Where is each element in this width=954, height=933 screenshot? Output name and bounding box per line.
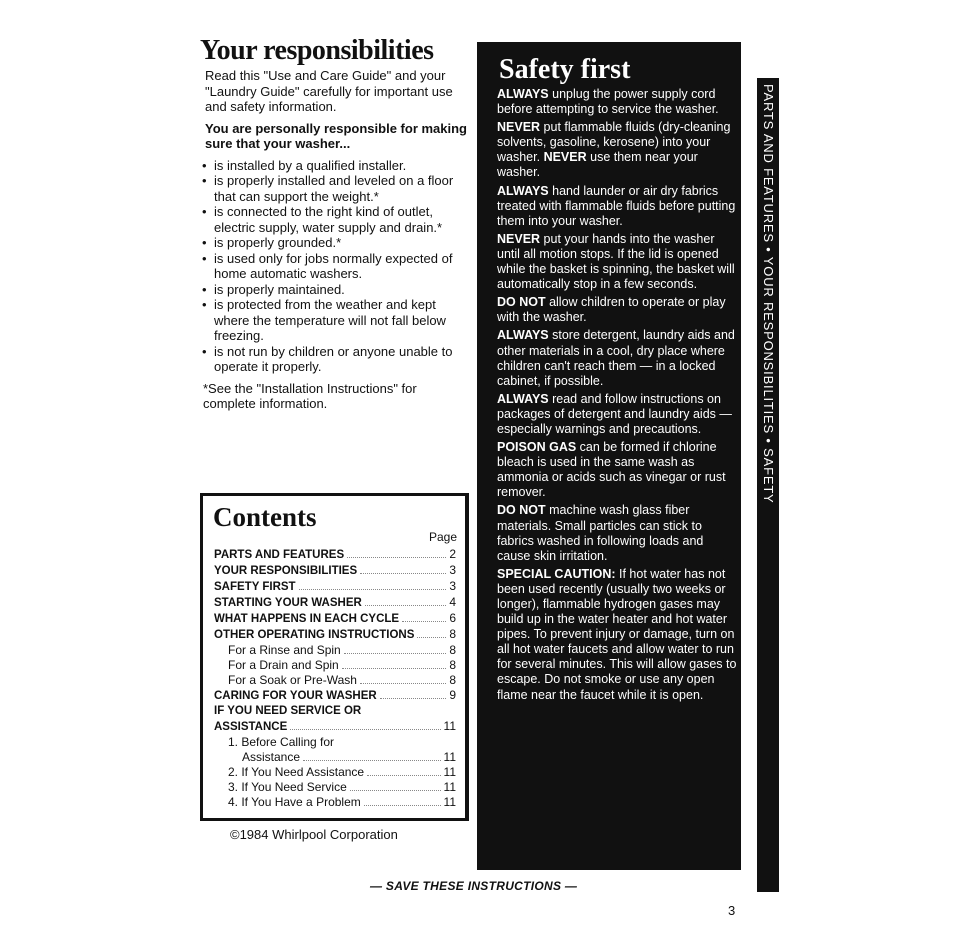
toc-leader: [417, 628, 446, 638]
safety-lead: NEVER: [497, 231, 541, 246]
toc-label: SAFETY FIRST: [214, 581, 296, 593]
toc-leader: [360, 564, 446, 574]
toc-row: [214, 563, 456, 579]
list-item: • is connected to the right kind of outlet, electric supply, water supply and drain.*: [200, 204, 470, 235]
list-item: • is used only for jobs normally expected of home automatic washers.: [200, 251, 470, 282]
safety-text: hand launder or air dry fabrics treated with flammable fluids before putting them into your washer.: [497, 183, 736, 228]
safety-paragraph: [497, 295, 737, 325]
safety-paragraph: [497, 440, 737, 500]
toc-row: [214, 688, 456, 704]
toc-row: [214, 611, 456, 627]
safety-section: [477, 42, 741, 870]
toc-row: [214, 795, 456, 810]
list-item: • is not run by children or anyone unable to operate it properly.: [200, 344, 470, 375]
toc-page: 6: [449, 611, 456, 625]
toc-label: 3. If You Need Service: [228, 780, 347, 794]
toc-page: 8: [449, 627, 456, 641]
page-number: 3: [728, 903, 736, 918]
safety-paragraph: [497, 392, 737, 437]
copyright: ©1984 Whirlpool Corporation: [230, 827, 398, 842]
toc-label: For a Rinse and Spin: [228, 643, 341, 657]
toc-label: 2. If You Need Assistance: [228, 765, 365, 779]
contents-box: [200, 493, 469, 821]
safety-text: use them near your washer.: [497, 150, 698, 180]
list-item: • is installed by a qualified installer.: [200, 158, 470, 174]
toc-label: For a Drain and Spin: [228, 658, 339, 672]
toc-leader: [360, 674, 446, 684]
toc-page: 11: [443, 795, 456, 809]
safety-paragraph: [497, 567, 737, 703]
toc-leader: [367, 766, 440, 776]
safety-lead: ALWAYS: [497, 87, 549, 101]
side-tab-label: PARTS AND FEATURES • YOUR RESPONSIBILITIES • SAFETY: [761, 84, 776, 504]
side-tab: [757, 78, 779, 892]
safety-text: store detergent, laundry aids and other materials in a cool, dry place where children can't reach them — in a locked cabinet, if possible.: [497, 328, 735, 388]
toc-row: [214, 595, 456, 611]
safety-paragraph: [497, 87, 737, 117]
toc-page: 8: [449, 673, 456, 687]
safety-text: If hot water has not been used recently (usually two weeks or longer), flammable hydrogen gases may build up in the water heater and hot water pipes. To prevent injury or damage, turn on all hot water faucets and allow water to run for several minutes. This will allow gases to escape. Do not smoke or use any open flame near the faucet while it is open.: [497, 566, 737, 702]
responsibilities-intro: Read this "Use and Care Guide" and your "Laundry Guide" carefully for important use and safety information.: [205, 68, 453, 114]
responsibilities-section: [200, 36, 470, 412]
toc-row: [214, 719, 456, 735]
toc-row: [214, 704, 456, 719]
safety-text: put flammable fluids (dry-cleaning solvents, gasoline, kerosene) into your washer.: [497, 120, 731, 165]
toc-page: 3: [449, 579, 456, 593]
safety-text: unplug the power supply cord before attempting to service the washer.: [497, 87, 719, 117]
responsibilities-title: Your responsibilities: [200, 35, 434, 66]
toc-leader: [364, 796, 441, 806]
toc-page: 11: [443, 765, 456, 779]
safety-text: machine wash glass fiber materials. Small particles can stick to fabrics washed in following loads and cause skin irritation.: [497, 503, 704, 563]
toc-page: 11: [443, 719, 456, 733]
toc-row: [214, 673, 456, 688]
list-item: • is protected from the weather and kept where the temperature will not fall below freezing.: [200, 297, 470, 344]
toc-label: IF YOU NEED SERVICE OR: [214, 705, 362, 717]
toc-row: [214, 750, 456, 765]
toc-row: [214, 627, 456, 643]
toc-page: 8: [449, 658, 456, 672]
toc-row: [214, 643, 456, 658]
safety-paragraph: [497, 232, 737, 292]
toc-label: Assistance: [242, 750, 301, 764]
toc-label: ASSISTANCE: [214, 721, 288, 733]
toc-label: STARTING YOUR WASHER: [214, 597, 362, 609]
safety-lead: ALWAYS: [497, 391, 549, 406]
table-of-contents: [214, 547, 456, 810]
safety-paragraph: [497, 184, 737, 229]
safety-text: allow children to operate or play with the washer.: [497, 295, 726, 325]
list-item: • is properly maintained.: [200, 282, 470, 298]
list-item: • is properly installed and leveled on a floor that can support the weight.*: [200, 173, 470, 204]
toc-leader: [365, 596, 447, 606]
toc-row: [214, 735, 456, 750]
safety-paragraph: [497, 503, 737, 563]
safety-paragraph: [497, 120, 737, 180]
safety-text: can be formed if chlorine bleach is used in the same wash as ammonia or acids such as vinegar or rust remover.: [497, 440, 726, 500]
toc-row: [214, 658, 456, 673]
toc-page: 11: [443, 750, 456, 764]
toc-page: 8: [449, 643, 456, 657]
responsibilities-list: [200, 158, 470, 375]
toc-page: 3: [449, 563, 456, 577]
safety-lead: DO NOT: [497, 295, 546, 310]
toc-label: 4. If You Have a Problem: [228, 795, 361, 809]
toc-label: PARTS AND FEATURES: [214, 549, 345, 561]
toc-label: CARING FOR YOUR WASHER: [214, 690, 377, 702]
toc-row: [214, 780, 456, 795]
toc-label: WHAT HAPPENS IN EACH CYCLE: [214, 613, 400, 625]
safety-lead: NEVER: [543, 150, 587, 165]
safety-paragraph: [497, 328, 737, 388]
toc-row: [214, 579, 456, 595]
save-instructions: — SAVE THESE INSTRUCTIONS —: [370, 879, 578, 893]
toc-label: OTHER OPERATING INSTRUCTIONS: [214, 629, 415, 641]
toc-leader: [380, 689, 447, 699]
safety-text: put your hands into the washer until all motion stops. If the lid is opened while the basket is spinning, the basket will automatically stop in a few seconds.: [497, 231, 735, 292]
toc-label: 1. Before Calling for: [228, 735, 335, 749]
safety-lead: NEVER: [497, 120, 541, 135]
toc-page: 2: [449, 547, 456, 561]
safety-body: [497, 87, 737, 706]
contents-title: Contents: [213, 502, 317, 532]
toc-leader: [347, 548, 446, 558]
toc-row: [214, 765, 456, 780]
list-item: • is properly grounded.*: [200, 235, 470, 251]
toc-page: 4: [449, 595, 456, 609]
contents-page-label: Page: [428, 530, 457, 544]
responsibilities-lead: You are personally responsible for making sure that your washer...: [205, 120, 467, 151]
toc-leader: [299, 580, 447, 590]
safety-lead: DO NOT: [497, 503, 546, 518]
toc-leader: [402, 612, 446, 622]
toc-page: 9: [449, 688, 456, 702]
toc-label: YOUR RESPONSIBILITIES: [214, 565, 358, 577]
toc-leader: [344, 644, 447, 654]
toc-label: For a Soak or Pre-Wash: [228, 673, 357, 687]
toc-row: [214, 547, 456, 563]
responsibilities-footnote: *See the "Installation Instructions" for complete information.: [203, 380, 417, 411]
safety-title: Safety first: [499, 54, 631, 85]
safety-lead: POISON GAS: [497, 440, 577, 455]
safety-lead: ALWAYS: [497, 328, 549, 343]
toc-leader: [350, 781, 441, 791]
safety-text: read and follow instructions on packages of detergent and laundry aids — especially warnings and precautions.: [497, 391, 732, 436]
safety-lead: SPECIAL CAUTION:: [497, 566, 616, 581]
safety-lead: ALWAYS: [497, 183, 549, 198]
toc-leader: [303, 751, 441, 761]
toc-page: 11: [443, 780, 456, 794]
toc-leader: [290, 720, 440, 730]
toc-leader: [342, 659, 447, 669]
